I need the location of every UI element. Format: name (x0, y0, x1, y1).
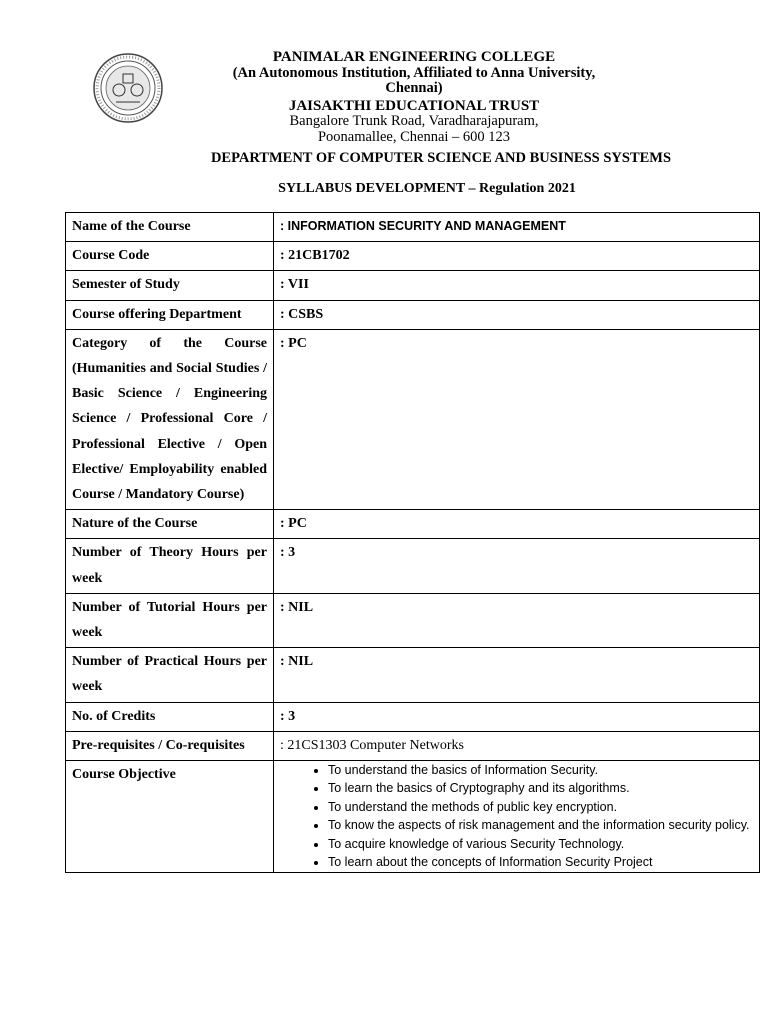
tutorial-hours-value: : NIL (274, 593, 760, 647)
practical-hours-label: Number of Practical Hours per week (66, 648, 274, 702)
affiliation-city: Chennai) (385, 80, 443, 96)
semester-value: : VII (274, 271, 760, 300)
address-line-1: Bangalore Trunk Road, Varadharajapuram, (289, 113, 539, 129)
table-row (66, 702, 760, 731)
table-row (66, 593, 760, 647)
theory-hours-label: Number of Theory Hours per week (66, 539, 274, 593)
document-header (0, 50, 768, 145)
course-name-value: : INFORMATION SECURITY AND MANAGEMENT (274, 213, 760, 242)
course-name-label: Name of the Course (66, 213, 274, 242)
theory-hours-value: : 3 (274, 539, 760, 593)
offering-department-value: : CSBS (274, 300, 760, 329)
course-category-value: : PC (274, 329, 760, 509)
table-row (66, 648, 760, 702)
course-nature-value: : PC (274, 510, 760, 539)
course-category-label: Category of the Course (Humanities and Social Studies / Basic Science / Engineering Science / Professional Core / Professional Elective / Open Elective/ Employability enabled Course / Mandatory Course) (66, 329, 274, 509)
practical-hours-value: : NIL (274, 648, 760, 702)
course-nature-label: Nature of the Course (66, 510, 274, 539)
department-title: DEPARTMENT OF COMPUTER SCIENCE AND BUSINESS SYSTEMS (210, 150, 672, 166)
table-row (66, 731, 760, 760)
trust-name: JAISAKTHI EDUCATIONAL TRUST (288, 97, 540, 114)
table-row (66, 242, 760, 271)
objective-list (280, 761, 753, 871)
course-objective-value (274, 761, 760, 872)
course-objective-label: Course Objective (66, 761, 274, 872)
offering-department-label: Course offering Department (66, 300, 274, 329)
college-name: PANIMALAR ENGINEERING COLLEGE (272, 49, 556, 65)
course-details-table (65, 212, 760, 873)
objective-item: • To know the aspects of risk management and the information security policy. (328, 816, 753, 834)
prerequisites-value: : 21CS1303 Computer Networks (274, 731, 760, 760)
table-row (66, 271, 760, 300)
prerequisites-label: Pre-requisites / Co-requisites (66, 731, 274, 760)
objective-item: • To acquire knowledge of various Security Technology. (328, 835, 753, 853)
address-line-2: Poonamallee, Chennai – 600 123 (317, 128, 511, 145)
table-row (66, 213, 760, 242)
course-code-value: : 21CB1702 (274, 242, 760, 271)
table-row (66, 329, 760, 509)
objective-item: • To understand the basics of Information Security. (328, 761, 753, 779)
semester-label: Semester of Study (66, 271, 274, 300)
objective-item: • To learn the basics of Cryptography and its algorithms. (328, 779, 753, 797)
syllabus-title: SYLLABUS DEVELOPMENT – Regulation 2021 (278, 181, 576, 196)
affiliation-line: (An Autonomous Institution, Affiliated to Anna University, (232, 64, 596, 81)
table-row (66, 539, 760, 593)
credits-value: : 3 (274, 702, 760, 731)
table-row (66, 761, 760, 872)
tutorial-hours-label: Number of Tutorial Hours per week (66, 593, 274, 647)
table-row (66, 510, 760, 539)
objective-item: • To understand the methods of public key encryption. (328, 798, 753, 816)
objective-item: • To learn about the concepts of Information Security Project (328, 853, 753, 871)
credits-label: No. of Credits (66, 702, 274, 731)
table-row (66, 300, 760, 329)
course-code-label: Course Code (66, 242, 274, 271)
